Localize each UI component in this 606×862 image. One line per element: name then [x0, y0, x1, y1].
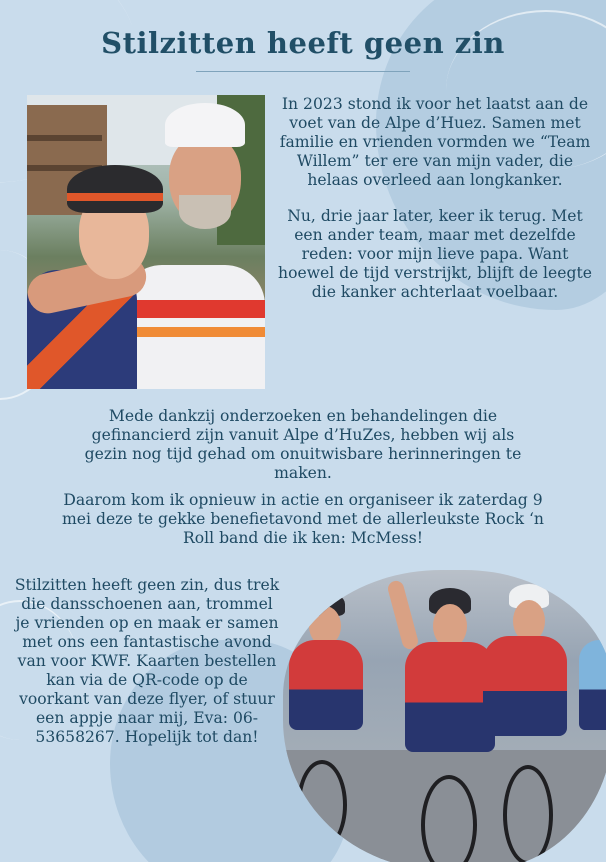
title-underline — [196, 71, 410, 72]
closing-paragraph: Stilzitten heeft geen zin, dus trek die dansschoenen aan, trommel je vrienden op en maak er samen met ons een fantastische avond van voor KWF. Kaarten bestellen kan via de QR-code op de voorkant van deze flyer, of stuur een appje naar mij, Eva: 06-53658267. Hopelijk tot dan! — [14, 576, 280, 747]
event-paragraph: Daarom kom ik opnieuw in actie en organiseer ik zaterdag 9 mei deze te gekke benefietavond met de allerleukste Rock ‘n Roll band die ik ken: McMess! — [62, 491, 544, 548]
page-title: Stilzitten heeft geen zin — [101, 26, 505, 60]
intro-paragraph-1: In 2023 stond ik voor het laatst aan de voet van de Alpe d’Huez. Samen met familie en vrienden vormden we “Team Willem” ter ere van mijn vader, die helaas overleed aan longkanker. — [279, 95, 591, 190]
intro-text — [276, 95, 594, 302]
photo-father-and-daughter — [27, 95, 265, 389]
intro-paragraph-2: Nu, drie jaar later, keer ik terug. Met een ander team, maar met dezelfde reden: voor mijn lieve papa. Want hoewel de tijd verstrijkt, blijft de leegte die kanker achterlaat voelbaar. — [278, 207, 592, 302]
photo-cyclists — [283, 570, 606, 862]
research-paragraph: Mede dankzij onderzoeken en behandelingen die gefinancierd zijn vanuit Alpe d’HuZes, hebben wij als gezin nog tijd gehad om onuitwisbare herinneringen te maken. — [84, 407, 522, 483]
